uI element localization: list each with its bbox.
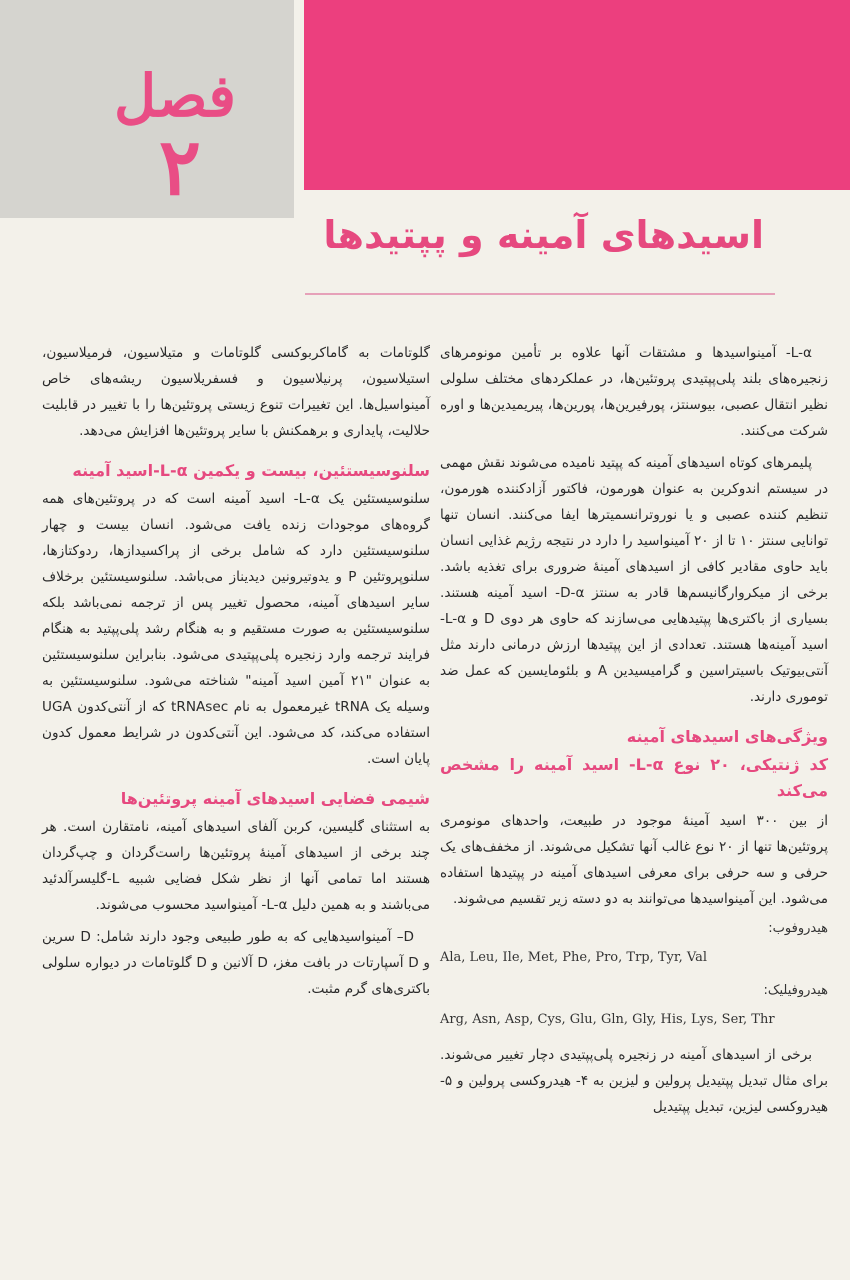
hydrophobic-list: Ala, Leu, Ile, Met, Phe, Pro, Trp, Tyr, Val (440, 950, 708, 965)
subsection-heading: کد ژنتیکی، ۲۰ نوع L-α- اسید آمینه را مشخص می‌کند (440, 755, 829, 800)
chapter-pink-banner (304, 0, 850, 190)
paragraph: L-α- آمینواسیدها و مشتقات آنها علاوه بر تأمین مونومرهای زنجیره‌های بلند پلی‌پپتیدی پروتئین‌ها، در عملکردهای مختلف سلولی نظیر انتقال عصبی، بیوسنتز، پورفیرین‌ها، پورین‌ها، پیریمیدین‌ها و اوره شرکت می‌کنند. (440, 345, 828, 439)
chapter-label: فصل (114, 62, 236, 130)
hydrophobic-label: هیدروفوب: (768, 921, 828, 936)
section-heading: ویژگی‌های اسیدهای آمینه (626, 727, 828, 746)
paragraph: گلوتامات به گاماکربوکسی گلوتامات و متیلاسیون، فرمیلاسیون، استیلاسیون، پرنیلاسیون و فسفریلاسیون ریشه‌های خاص آمینواسیل‌ها. این تغییرات تنوع زیستی پروتئین‌ها را با تغییر در قابلیت حلالیت، پایداری و برهمکنش با سایر پروتئین‌ها افزایش می‌دهد. (42, 345, 430, 439)
section-heading: سلنوسیستئین، بیست و یکمین L-α-اسید آمینه (72, 461, 430, 480)
paragraph: پلیمرهای کوتاه اسیدهای آمینه که پپتید نامیده می‌شوند نقش مهمی در سیستم اندوکرین به عنوان هورمون، فاکتور آزادکننده هورمون، تنظیم کننده عصبی و یا نوروترانسمیترها ایفا می‌کنند. انسان تنها توانایی سنتز ۱۰ تا از ۲۰ آمینواسید را دارد در نتیجه رژیم غذایی انسان باید حاوی مقادیر کافی از اسیدهای آمینهٔ ضروری برای تغذیه باشد. برخی از میکروارگانیسم‌ها قادر به سنتز D-α- اسید آمینه هستند. بسیاری از باکتری‌ها پپتیدهایی می‌سازند که حاوی هر دوی D و L-α- اسید آمینه‌ها هستند. تعدادی از این پپتیدها ارزش درمانی دارند مثل آنتی‌بیوتیک باسیتراسین و گرامیسیدین A و بلئومایسین که عمل ضد توموری دارند. (440, 455, 829, 705)
right-column (440, 340, 828, 1126)
paragraph: از بین ۳۰۰ اسید آمینهٔ موجود در طبیعت، واحدهای مونومری پروتئین‌ها تنها از ۲۰ نوع غالب آنها تشکیل می‌شوند. از مخفف‌های یک حرفی و سه حرفی برای معرفی اسیدهای آمینه در پپتیدها استفاده می‌شود. این آمینواسیدها می‌توانند به دو دسته زیر تقسیم می‌شوند. (440, 813, 829, 907)
hydrophilic-list: Arg, Asn, Asp, Cys, Glu, Gln, Gly, His, Lys, Ser, Thr (440, 1012, 775, 1027)
title-underline (305, 293, 775, 295)
left-column (42, 340, 430, 1008)
paragraph: به استثنای گلیسین، کربن آلفای اسیدهای آمینه، نامتقارن است. هر چند برخی از اسیدهای آمینهٔ پروتئین‌ها راست‌گردان و چپ‌گردان هستند اما تمامی آنها از نظر شکل فضایی شبیه L-گلیسرآلدئید می‌باشند و به همین دلیل L-α- آمینواسید محسوب می‌شوند. (42, 819, 430, 913)
paragraph: سلنوسیستئین یک L-α- اسید آمینه است که در پروتئین‌های همه گروه‌های موجودات زنده یافت می‌شود. انسان بیست و چهار سلنوسیستئین دارد که شامل برخی از پراکسیدازها، ردوکتازها، سلنوپروتئین P و یدوتیرونین دیدیناز می‌باشد. سلنوسیستئین برخلاف سایر اسیدهای آمینه، محصول تغییر پس از ترجمه نمی‌باشد بلکه سلنوسیستئین به صورت مستقیم و به هنگام رشد پلی‌پپتید به هنگام فرایند ترجمه وارد زنجیره پلی‌پپتیدی می‌شود. بنابراین سلنوسیستئین به عنوان "۲۱ آمین اسید آمینه" شناخته می‌شود. سلنوسیستئین به وسیله یک tRNA غیرمعمول به نام tRNAsec که از آنتی‌کدون UGA استفاده می‌کند، کد می‌شود. این آنتی‌کدون در شرایط معمول کدون پایان است. (42, 491, 430, 767)
section-heading: شیمی فضایی اسیدهای آمینه پروتئین‌ها (120, 789, 430, 808)
hydrophilic-label: هیدروفیلیک: (763, 983, 828, 998)
paragraph: برخی از اسیدهای آمینه در زنجیره پلی‌پپتیدی دچار تغییر می‌شوند. برای مثال تبدیل پپتیدیل پرولین و لیزین به ۴- هیدروکسی پرولین و ۵- هیدروکسی لیزین، تبدیل پپتیدیل (440, 1047, 828, 1115)
chapter-number: ۲ (159, 122, 201, 213)
paragraph: D– آمینواسیدهایی که به طور طبیعی وجود دارند شامل: D سرین و D آسپارتات در بافت مغز، D آلانین و D گلوتامات در دیواره سلولی باکتری‌های گرم مثبت. (42, 929, 430, 997)
page-title: اسیدهای آمینه و پپتیدها (323, 213, 764, 257)
